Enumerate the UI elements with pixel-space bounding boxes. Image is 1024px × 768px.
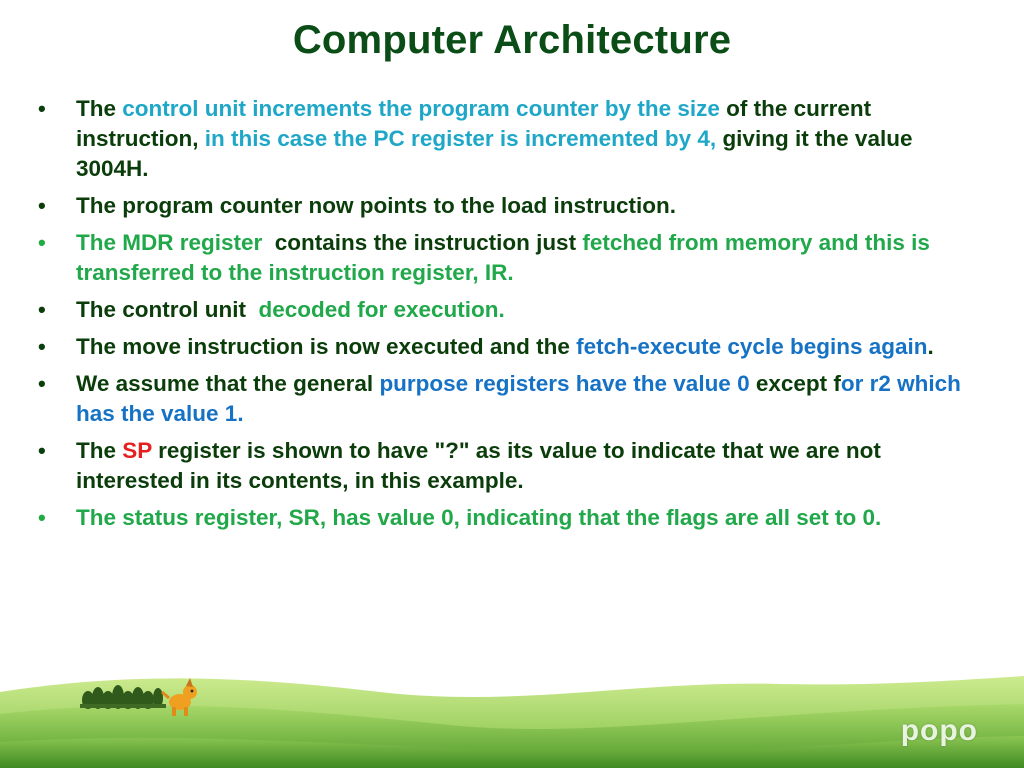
watermark-text: popo [900, 714, 978, 747]
bullet-text: The move instruction is now executed and the [76, 334, 577, 359]
bullet-highlight: control unit increments the program counter by the size [122, 96, 720, 121]
bullet-text: contains the instruction just [274, 230, 583, 255]
bullet-text: The control unit [76, 297, 259, 322]
bullet-dot-icon: • [38, 438, 46, 463]
bullet-highlight: in this case the PC register is incremented by 4, [204, 126, 717, 151]
bullet-highlight: or r2 which has the value 1. [76, 371, 961, 426]
bullet-text: giving it the value 3004H. [76, 126, 913, 181]
slide-title: Computer Architecture [292, 18, 732, 62]
bullet-text: The program counter now points to the load instruction. [76, 193, 676, 218]
bullet-highlight: decoded for execution. [258, 297, 505, 322]
bullet-item [38, 369, 978, 429]
bullet-highlight: purpose registers have the value 0 [379, 371, 750, 396]
bullet-highlight: SP [122, 438, 152, 463]
bullet-dot-icon: • [38, 193, 46, 218]
bullet-dot-icon: • [38, 96, 46, 121]
bullet-text: register is shown to have "?" as its value to indicate that we are not interested in its contents, in this example. [76, 438, 881, 493]
bullet-text: The [76, 96, 123, 121]
bullet-item [38, 191, 978, 221]
bullet-item [38, 436, 978, 496]
bullet-dot-icon: • [38, 297, 46, 322]
bullet-item [38, 332, 978, 362]
bullet-dot-icon: • [38, 230, 46, 255]
grass-landscape [0, 640, 1024, 768]
bullet-text: The [76, 438, 123, 463]
bullet-item [38, 295, 978, 325]
bullet-list [38, 94, 978, 540]
bullet-highlight: fetch-execute cycle begins again [576, 334, 928, 359]
bullet-text: We assume that the general [76, 371, 380, 396]
bullet-item [38, 228, 978, 288]
bullet-item [38, 94, 978, 184]
bullet-dot-icon: • [38, 371, 46, 396]
bullet-highlight: fetched from memory and this is transferred to the instruction register, IR. [76, 230, 930, 285]
bullet-text: . [927, 334, 934, 359]
bullet-highlight: The MDR register [76, 230, 275, 255]
bullet-item [38, 503, 978, 533]
bullet-text: of the current instruction, [76, 96, 872, 151]
bullet-dot-icon: • [38, 334, 46, 359]
bullet-text: except f [749, 371, 841, 396]
bullet-highlight: The status register, SR, has value 0, indicating that the flags are all set to 0. [76, 505, 882, 530]
bullet-dot-icon: • [38, 505, 46, 530]
